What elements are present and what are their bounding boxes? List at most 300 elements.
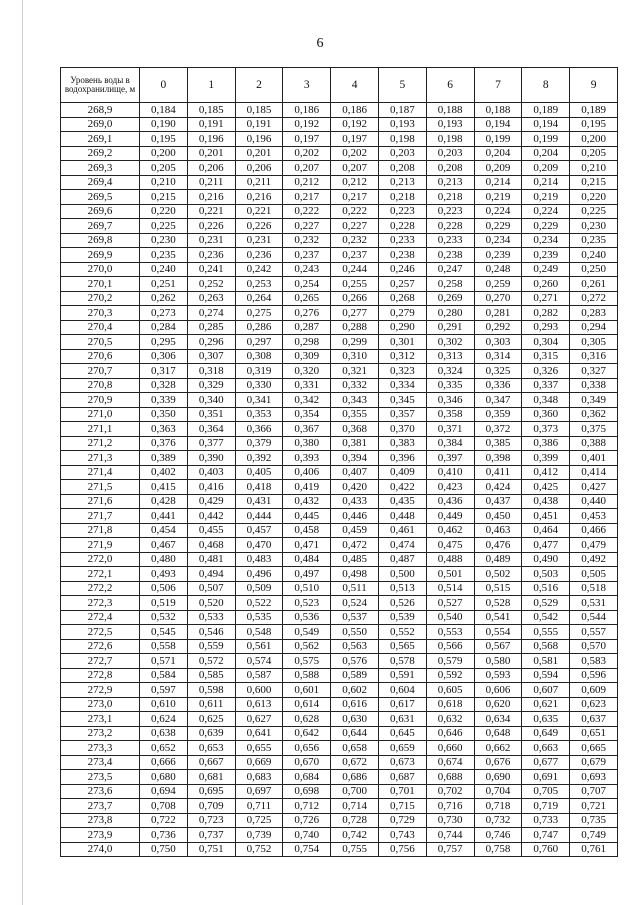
volume-cell: 0,296 (187, 335, 235, 350)
volume-cell: 0,189 (522, 103, 570, 118)
volume-cell: 0,336 (474, 378, 522, 393)
volume-cell: 0,749 (570, 828, 618, 843)
volume-cell: 0,215 (140, 190, 188, 205)
volume-cell: 0,545 (140, 625, 188, 640)
volume-cell: 0,476 (474, 538, 522, 553)
volume-cell: 0,484 (283, 552, 331, 567)
volume-cell: 0,188 (474, 103, 522, 118)
volume-cell: 0,366 (235, 422, 283, 437)
volume-cell: 0,527 (426, 596, 474, 611)
volume-cell: 0,197 (331, 132, 379, 147)
volume-cell: 0,441 (140, 509, 188, 524)
volume-cell: 0,297 (235, 335, 283, 350)
volume-cell: 0,746 (474, 828, 522, 843)
volume-cell: 0,627 (235, 712, 283, 727)
volume-cell: 0,231 (187, 233, 235, 248)
volume-cell: 0,237 (331, 248, 379, 263)
water-level-cell: 270,1 (61, 277, 140, 292)
table-row (61, 741, 618, 756)
volume-cell: 0,258 (426, 277, 474, 292)
volume-cell: 0,526 (378, 596, 426, 611)
volume-cell: 0,363 (140, 422, 188, 437)
volume-cell: 0,448 (378, 509, 426, 524)
volume-cell: 0,440 (570, 494, 618, 509)
volume-cell: 0,716 (426, 799, 474, 814)
volume-cell: 0,542 (522, 610, 570, 625)
volume-cell: 0,687 (378, 770, 426, 785)
volume-cell: 0,273 (140, 306, 188, 321)
volume-cell: 0,402 (140, 465, 188, 480)
water-level-cell: 270,3 (61, 306, 140, 321)
volume-cell: 0,220 (570, 190, 618, 205)
volume-cell: 0,722 (140, 813, 188, 828)
volume-cell: 0,649 (522, 726, 570, 741)
volume-cell: 0,519 (140, 596, 188, 611)
volume-cell: 0,301 (378, 335, 426, 350)
water-level-cell: 274,0 (61, 842, 140, 857)
volume-cell: 0,334 (378, 378, 426, 393)
volume-cell: 0,435 (378, 494, 426, 509)
volume-cell: 0,287 (283, 320, 331, 335)
water-level-cell: 272,9 (61, 683, 140, 698)
table-row (61, 697, 618, 712)
volume-cell: 0,224 (522, 204, 570, 219)
volume-cell: 0,470 (235, 538, 283, 553)
volume-cell: 0,638 (140, 726, 188, 741)
volume-cell: 0,479 (570, 538, 618, 553)
volume-cell: 0,270 (474, 291, 522, 306)
volume-cell: 0,355 (331, 407, 379, 422)
volume-cell: 0,190 (140, 117, 188, 132)
volume-cell: 0,358 (426, 407, 474, 422)
volume-cell: 0,217 (331, 190, 379, 205)
volume-cell: 0,442 (187, 509, 235, 524)
volume-cell: 0,253 (235, 277, 283, 292)
volume-cell: 0,721 (570, 799, 618, 814)
volume-cell: 0,707 (570, 784, 618, 799)
volume-cell: 0,642 (283, 726, 331, 741)
volume-cell: 0,480 (140, 552, 188, 567)
volume-cell: 0,225 (570, 204, 618, 219)
volume-cell: 0,330 (235, 378, 283, 393)
volume-cell: 0,202 (283, 146, 331, 161)
volume-cell: 0,740 (283, 828, 331, 843)
volume-cell: 0,750 (140, 842, 188, 857)
volume-cell: 0,239 (474, 248, 522, 263)
volume-cell: 0,208 (378, 161, 426, 176)
volume-cell: 0,584 (140, 668, 188, 683)
volume-cell: 0,225 (140, 219, 188, 234)
volume-cell: 0,282 (522, 306, 570, 321)
volume-cell: 0,420 (331, 480, 379, 495)
volume-cell: 0,338 (570, 378, 618, 393)
volume-cell: 0,367 (283, 422, 331, 437)
volume-cell: 0,414 (570, 465, 618, 480)
volume-cell: 0,269 (426, 291, 474, 306)
volume-cell: 0,239 (522, 248, 570, 263)
volume-cell: 0,598 (187, 683, 235, 698)
volume-cell: 0,665 (570, 741, 618, 756)
volume-cell: 0,321 (331, 364, 379, 379)
volume-cell: 0,392 (235, 451, 283, 466)
volume-cell: 0,444 (235, 509, 283, 524)
volume-cell: 0,210 (570, 161, 618, 176)
water-level-cell: 273,0 (61, 697, 140, 712)
volume-cell: 0,493 (140, 567, 188, 582)
volume-cell: 0,625 (187, 712, 235, 727)
volume-cell: 0,656 (283, 741, 331, 756)
volume-cell: 0,490 (522, 552, 570, 567)
volume-cell: 0,393 (283, 451, 331, 466)
volume-cell: 0,406 (283, 465, 331, 480)
table-row (61, 204, 618, 219)
volume-cell: 0,531 (570, 596, 618, 611)
volume-cell: 0,227 (283, 219, 331, 234)
volume-cell: 0,405 (235, 465, 283, 480)
volume-cell: 0,725 (235, 813, 283, 828)
volume-cell: 0,589 (331, 668, 379, 683)
volume-cell: 0,254 (283, 277, 331, 292)
volume-cell: 0,236 (187, 248, 235, 263)
volume-cell: 0,565 (378, 639, 426, 654)
volume-cell: 0,653 (187, 741, 235, 756)
volume-cell: 0,216 (187, 190, 235, 205)
table-row (61, 146, 618, 161)
table-row (61, 755, 618, 770)
page-number: 6 (316, 36, 324, 51)
volume-cell: 0,325 (474, 364, 522, 379)
table-row (61, 451, 618, 466)
volume-cell: 0,275 (235, 306, 283, 321)
volume-cell: 0,454 (140, 523, 188, 538)
volume-cell: 0,383 (378, 436, 426, 451)
volume-cell: 0,541 (474, 610, 522, 625)
volume-cell: 0,694 (140, 784, 188, 799)
column-header: 1 (187, 68, 235, 103)
volume-cell: 0,522 (235, 596, 283, 611)
volume-cell: 0,192 (283, 117, 331, 132)
volume-cell: 0,381 (331, 436, 379, 451)
water-level-cell: 273,3 (61, 741, 140, 756)
volume-cell: 0,283 (570, 306, 618, 321)
volume-cell: 0,645 (378, 726, 426, 741)
volume-cell: 0,455 (187, 523, 235, 538)
volume-cell: 0,756 (378, 842, 426, 857)
volume-cell: 0,637 (570, 712, 618, 727)
water-level-cell: 271,8 (61, 523, 140, 538)
volume-cell: 0,688 (426, 770, 474, 785)
scan-edge-line (22, 0, 23, 905)
volume-cell: 0,199 (522, 132, 570, 147)
volume-cell: 0,199 (474, 132, 522, 147)
volume-cell: 0,262 (140, 291, 188, 306)
table-row (61, 770, 618, 785)
volume-cell: 0,553 (426, 625, 474, 640)
volume-cell: 0,220 (140, 204, 188, 219)
volume-cell: 0,558 (140, 639, 188, 654)
water-level-cell: 271,5 (61, 480, 140, 495)
volume-cell: 0,743 (378, 828, 426, 843)
volume-cell: 0,231 (235, 233, 283, 248)
column-header: 9 (570, 68, 618, 103)
volume-cell: 0,524 (331, 596, 379, 611)
volume-cell: 0,211 (235, 175, 283, 190)
volume-cell: 0,641 (235, 726, 283, 741)
volume-cell: 0,458 (283, 523, 331, 538)
volume-cell: 0,309 (283, 349, 331, 364)
water-level-cell: 271,2 (61, 436, 140, 451)
volume-cell: 0,207 (331, 161, 379, 176)
column-header: 8 (522, 68, 570, 103)
volume-cell: 0,371 (426, 422, 474, 437)
volume-cell: 0,507 (187, 581, 235, 596)
volume-cell: 0,230 (570, 219, 618, 234)
table-row (61, 233, 618, 248)
volume-cell: 0,215 (570, 175, 618, 190)
volume-cell: 0,604 (378, 683, 426, 698)
volume-cell: 0,555 (522, 625, 570, 640)
volume-cell: 0,453 (570, 509, 618, 524)
volume-cell: 0,266 (331, 291, 379, 306)
volume-cell: 0,226 (187, 219, 235, 234)
volume-cell: 0,218 (378, 190, 426, 205)
volume-cell: 0,411 (474, 465, 522, 480)
volume-cell: 0,528 (474, 596, 522, 611)
volume-cell: 0,418 (235, 480, 283, 495)
volume-cell: 0,483 (235, 552, 283, 567)
volume-cell: 0,185 (187, 103, 235, 118)
volume-cell: 0,548 (235, 625, 283, 640)
volume-cell: 0,652 (140, 741, 188, 756)
water-level-cell: 273,2 (61, 726, 140, 741)
volume-cell: 0,428 (140, 494, 188, 509)
volume-cell: 0,201 (187, 146, 235, 161)
volume-cell: 0,587 (235, 668, 283, 683)
volume-cell: 0,384 (426, 436, 474, 451)
volume-cell: 0,305 (570, 335, 618, 350)
volume-cell: 0,733 (522, 813, 570, 828)
table-row (61, 132, 618, 147)
volume-cell: 0,292 (474, 320, 522, 335)
volume-cell: 0,432 (283, 494, 331, 509)
volume-cell: 0,213 (426, 175, 474, 190)
volume-cell: 0,320 (283, 364, 331, 379)
volume-cell: 0,514 (426, 581, 474, 596)
volume-cell: 0,596 (570, 668, 618, 683)
volume-cell: 0,597 (140, 683, 188, 698)
volume-cell: 0,351 (187, 407, 235, 422)
water-level-cell: 270,6 (61, 349, 140, 364)
column-header: 4 (331, 68, 379, 103)
volume-cell: 0,496 (235, 567, 283, 582)
volume-cell: 0,234 (522, 233, 570, 248)
volume-cell: 0,407 (331, 465, 379, 480)
volume-cell: 0,732 (474, 813, 522, 828)
volume-cell: 0,503 (522, 567, 570, 582)
volume-cell: 0,704 (474, 784, 522, 799)
water-level-cell: 273,9 (61, 828, 140, 843)
volume-cell: 0,186 (283, 103, 331, 118)
volume-cell: 0,255 (331, 277, 379, 292)
volume-cell: 0,630 (331, 712, 379, 727)
volume-cell: 0,272 (570, 291, 618, 306)
volume-cell: 0,544 (570, 610, 618, 625)
table-row (61, 349, 618, 364)
volume-cell: 0,202 (331, 146, 379, 161)
volume-cell: 0,758 (474, 842, 522, 857)
volume-cell: 0,370 (378, 422, 426, 437)
volume-cell: 0,752 (235, 842, 283, 857)
volume-cell: 0,233 (426, 233, 474, 248)
volume-cell: 0,198 (426, 132, 474, 147)
water-level-cell: 272,5 (61, 625, 140, 640)
volume-cell: 0,610 (140, 697, 188, 712)
volume-cell: 0,755 (331, 842, 379, 857)
volume-cell: 0,714 (331, 799, 379, 814)
volume-cell: 0,204 (474, 146, 522, 161)
volume-cell: 0,368 (331, 422, 379, 437)
volume-cell: 0,235 (570, 233, 618, 248)
table-row (61, 248, 618, 263)
volume-cell: 0,672 (331, 755, 379, 770)
water-level-cell: 269,4 (61, 175, 140, 190)
volume-cell: 0,488 (426, 552, 474, 567)
volume-table-container (60, 67, 618, 857)
volume-cell: 0,197 (283, 132, 331, 147)
volume-cell: 0,228 (426, 219, 474, 234)
volume-cell: 0,184 (140, 103, 188, 118)
volume-cell: 0,204 (522, 146, 570, 161)
volume-cell: 0,485 (331, 552, 379, 567)
volume-cell: 0,715 (378, 799, 426, 814)
water-level-cell: 271,4 (61, 465, 140, 480)
water-level-cell: 270,2 (61, 291, 140, 306)
volume-cell: 0,261 (570, 277, 618, 292)
volume-cell: 0,690 (474, 770, 522, 785)
volume-cell: 0,401 (570, 451, 618, 466)
volume-cell: 0,481 (187, 552, 235, 567)
volume-cell: 0,375 (570, 422, 618, 437)
volume-cell: 0,403 (187, 465, 235, 480)
table-row (61, 117, 618, 132)
volume-cell: 0,326 (522, 364, 570, 379)
volume-cell: 0,210 (140, 175, 188, 190)
volume-cell: 0,449 (426, 509, 474, 524)
water-level-cell: 272,3 (61, 596, 140, 611)
volume-cell: 0,373 (522, 422, 570, 437)
volume-cell: 0,594 (522, 668, 570, 683)
volume-cell: 0,659 (378, 741, 426, 756)
volume-cell: 0,635 (522, 712, 570, 727)
volume-cell: 0,348 (522, 393, 570, 408)
volume-cell: 0,523 (283, 596, 331, 611)
volume-cell: 0,461 (378, 523, 426, 538)
volume-cell: 0,339 (140, 393, 188, 408)
table-row (61, 726, 618, 741)
volume-cell: 0,318 (187, 364, 235, 379)
water-level-cell: 271,7 (61, 509, 140, 524)
volume-cell: 0,535 (235, 610, 283, 625)
table-row (61, 683, 618, 698)
volume-cell: 0,353 (235, 407, 283, 422)
volume-cell: 0,726 (283, 813, 331, 828)
volume-cell: 0,213 (378, 175, 426, 190)
table-body (61, 103, 618, 857)
table-row (61, 277, 618, 292)
volume-cell: 0,200 (140, 146, 188, 161)
volume-cell: 0,229 (522, 219, 570, 234)
volume-cell: 0,667 (187, 755, 235, 770)
volume-cell: 0,438 (522, 494, 570, 509)
volume-cell: 0,248 (474, 262, 522, 277)
table-row (61, 523, 618, 538)
water-level-cell: 270,0 (61, 262, 140, 277)
volume-cell: 0,736 (140, 828, 188, 843)
volume-cell: 0,559 (187, 639, 235, 654)
volume-cell: 0,539 (378, 610, 426, 625)
volume-cell: 0,634 (474, 712, 522, 727)
volume-cell: 0,557 (570, 625, 618, 640)
volume-cell: 0,607 (522, 683, 570, 698)
volume-cell: 0,196 (187, 132, 235, 147)
volume-cell: 0,379 (235, 436, 283, 451)
volume-cell: 0,691 (522, 770, 570, 785)
volume-cell: 0,744 (426, 828, 474, 843)
table-row (61, 161, 618, 176)
level-column-header: Уровень воды в водохранилище, м (61, 68, 140, 103)
volume-cell: 0,463 (474, 523, 522, 538)
volume-cell: 0,235 (140, 248, 188, 263)
volume-cell: 0,566 (426, 639, 474, 654)
volume-cell: 0,230 (140, 233, 188, 248)
table-row (61, 480, 618, 495)
volume-cell: 0,397 (426, 451, 474, 466)
water-level-cell: 269,9 (61, 248, 140, 263)
volume-cell: 0,308 (235, 349, 283, 364)
volume-cell: 0,712 (283, 799, 331, 814)
volume-cell: 0,214 (522, 175, 570, 190)
volume-cell: 0,319 (235, 364, 283, 379)
volume-cell: 0,533 (187, 610, 235, 625)
volume-cell: 0,697 (235, 784, 283, 799)
volume-cell: 0,701 (378, 784, 426, 799)
volume-cell: 0,546 (187, 625, 235, 640)
volume-cell: 0,307 (187, 349, 235, 364)
volume-cell: 0,396 (378, 451, 426, 466)
volume-cell: 0,719 (522, 799, 570, 814)
volume-cell: 0,669 (235, 755, 283, 770)
table-row (61, 842, 618, 857)
water-level-cell: 269,0 (61, 117, 140, 132)
volume-cell: 0,658 (331, 741, 379, 756)
volume-cell: 0,728 (331, 813, 379, 828)
volume-cell: 0,209 (522, 161, 570, 176)
volume-cell: 0,189 (570, 103, 618, 118)
table-row (61, 639, 618, 654)
water-level-cell: 270,5 (61, 335, 140, 350)
volume-cell: 0,436 (426, 494, 474, 509)
volume-cell: 0,472 (331, 538, 379, 553)
volume-cell: 0,580 (474, 654, 522, 669)
volume-cell: 0,295 (140, 335, 188, 350)
volume-cell: 0,264 (235, 291, 283, 306)
volume-cell: 0,222 (283, 204, 331, 219)
volume-cell: 0,306 (140, 349, 188, 364)
volume-cell: 0,285 (187, 320, 235, 335)
volume-cell: 0,529 (522, 596, 570, 611)
volume-table (60, 67, 618, 857)
volume-cell: 0,576 (331, 654, 379, 669)
